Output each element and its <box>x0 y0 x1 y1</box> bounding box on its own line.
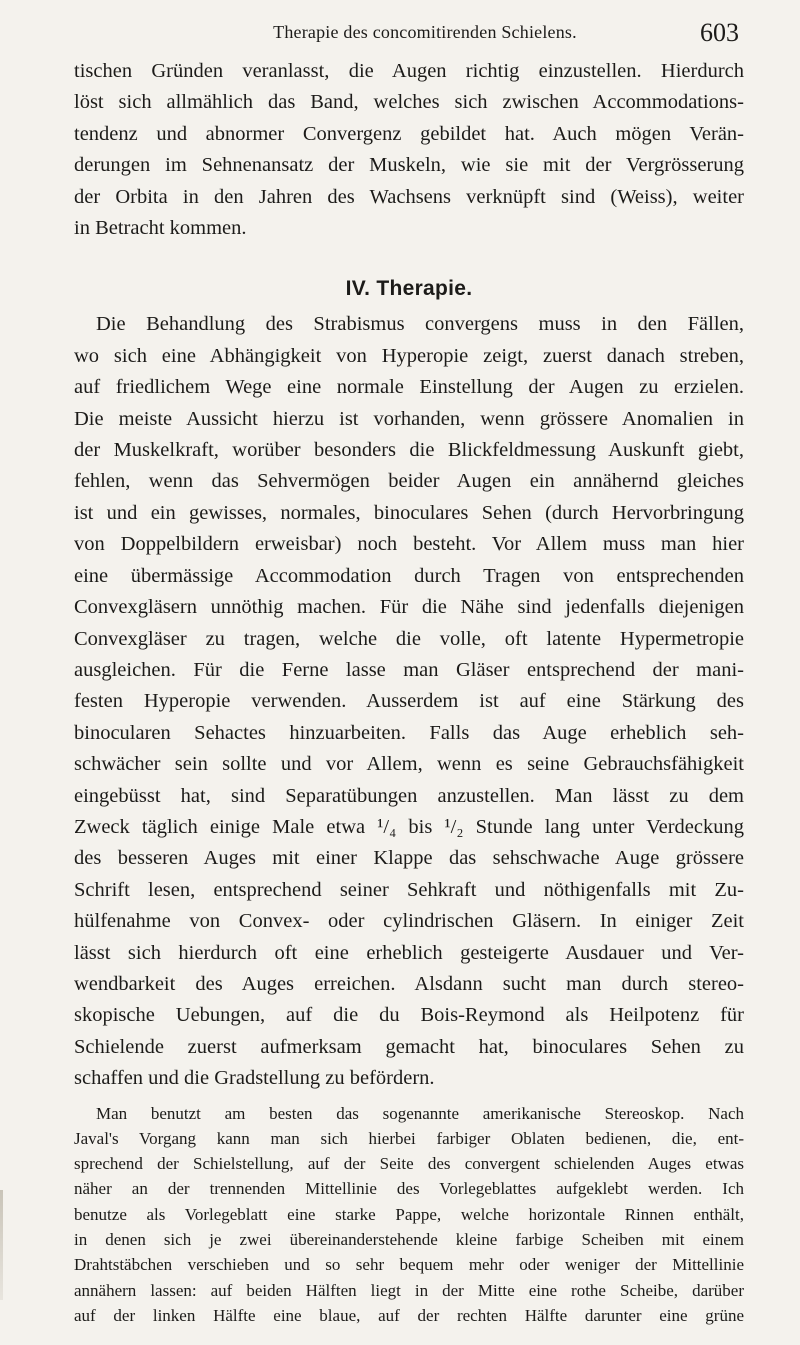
text-line: wendbarkeit des Auges erreichen. Alsdann sucht man durch stereo- <box>74 972 744 995</box>
paragraph-small-print <box>74 1101 744 1329</box>
text-line: auf friedlichem Wege eine normale Einstellung der Augen zu erzielen. <box>74 376 744 399</box>
text-line: der Orbita in den Jahren des Wachsens verknüpft sind (Weiss), weiter <box>74 185 744 208</box>
page-edge-shadow <box>0 1190 3 1300</box>
text-line: derungen im Sehnenansatz der Muskeln, wie sie mit der Vergrösserung <box>74 154 744 177</box>
text-line: benutze als Vorlegeblatt eine starke Pappe, welche horizontale Rinnen enthält, <box>74 1204 744 1224</box>
text-line: tischen Gründen veranlasst, die Augen richtig einzustellen. Hierdurch <box>74 60 744 82</box>
text-line: annähern lassen: auf beiden Hälften liegt in der Mitte eine rothe Scheibe, darüber <box>74 1280 744 1300</box>
text-line: schaffen und die Gradstellung zu befördern. <box>74 1067 435 1090</box>
running-title: Therapie des concomitirenden Schielens. <box>273 22 577 42</box>
running-header <box>0 10 800 50</box>
text-line: näher an der trennenden Mittellinie des Vorlegeblattes aufgeklebt werden. Ich <box>74 1179 744 1199</box>
text-line: schwächer sein sollte und vor Allem, wenn es seine Gebrauchsfähigkeit <box>74 753 744 776</box>
text-line: Drahtstäbchen verschieben und so sehr bequem mehr oder weniger der Mittellinie <box>74 1255 744 1275</box>
text-line: Javal's Vorgang kann man sich hierbei farbiger Oblaten bedienen, die, ent- <box>74 1128 744 1148</box>
text-line: der Muskelkraft, worüber besonders die Blickfeldmessung Auskunft giebt, <box>74 439 744 462</box>
text-line: ist und ein gewisses, normales, binoculares Sehen (durch Hervorbringung <box>74 501 744 524</box>
text-line: Convexgläser zu tragen, welche die volle, oft latente Hypermetropie <box>74 627 744 650</box>
text-line: Schielende zuerst aufmerksam gemacht hat, binoculares Sehen zu <box>74 1035 744 1058</box>
text-line: auf der linken Hälfte eine blaue, auf der rechten Hälfte darunter eine grüne <box>74 1305 744 1325</box>
text-line: tendenz und abnormer Convergenz gebildet hat. Auch mögen Verän- <box>74 122 744 145</box>
section-heading: IV. Therapie. <box>345 277 473 301</box>
text-line: fehlen, wenn das Sehvermögen beider Augen ein annähernd gleiches <box>74 470 744 493</box>
text-line: festen Hyperopie verwenden. Ausserdem ist auf eine Stärkung des <box>74 690 744 713</box>
text-line: Convexgläsern unnöthig machen. Für die Nähe sind jedenfalls diejenigen <box>74 596 744 619</box>
paragraph-main <box>74 309 744 1094</box>
text-line: hülfenahme von Convex- oder cylindrischen Gläsern. In einiger Zeit <box>74 910 744 933</box>
text-line: eine übermässige Accommodation durch Tragen von entsprechenden <box>74 564 744 587</box>
body-text <box>74 56 744 1345</box>
text-line: eingebüsst hat, sind Separatübungen anzustellen. Man lässt zu dem <box>74 784 744 807</box>
text-line: ausgleichen. Für die Ferne lasse man Gläser entsprechend der mani- <box>74 658 744 681</box>
paragraph-intro <box>74 56 744 244</box>
text-line: Zweck täglich einige Male etwa ¹/₄ bis ¹/₂ Stunde lang unter Verdeckung <box>74 815 744 838</box>
text-line: in denen sich je zwei übereinanderstehende kleine farbige Scheiben mit einem <box>74 1230 744 1250</box>
text-line: wo sich eine Abhängigkeit von Hyperopie zeigt, zuerst danach streben, <box>74 344 744 367</box>
text-line: sprechend der Schielstellung, auf der Seite des convergent schielenden Auges etwas <box>74 1154 744 1174</box>
text-line: in Betracht kommen. <box>74 217 247 240</box>
text-line: Man benutzt am besten das sogenannte amerikanische Stereoskop. Nach <box>96 1103 744 1123</box>
text-line: Die meiste Aussicht hierzu ist vorhanden, wenn grössere Anomalien in <box>74 407 744 430</box>
text-line: skopische Uebungen, auf die du Bois-Reymond als Heilpotenz für <box>74 1004 744 1027</box>
text-line: lässt sich hierdurch oft eine erheblich gesteigerte Ausdauer und Ver- <box>74 941 744 964</box>
text-line: Schrift lesen, entsprechend seiner Sehkraft und nöthigenfalls mit Zu- <box>74 878 744 901</box>
page-number: 603 <box>700 18 739 47</box>
text-line: löst sich allmählich das Band, welches sich zwischen Accommodations- <box>74 91 744 114</box>
text-line: Die Behandlung des Strabismus convergens muss in den Fällen, <box>96 313 744 336</box>
text-line: des besseren Auges mit einer Klappe das sehschwache Auge grössere <box>74 847 744 870</box>
text-line: von Doppelbildern erweisbar) noch besteht. Vor Allem muss man hier <box>74 533 744 556</box>
text-line: binocularen Sehactes hinzuarbeiten. Falls das Auge erheblich seh- <box>74 721 744 744</box>
